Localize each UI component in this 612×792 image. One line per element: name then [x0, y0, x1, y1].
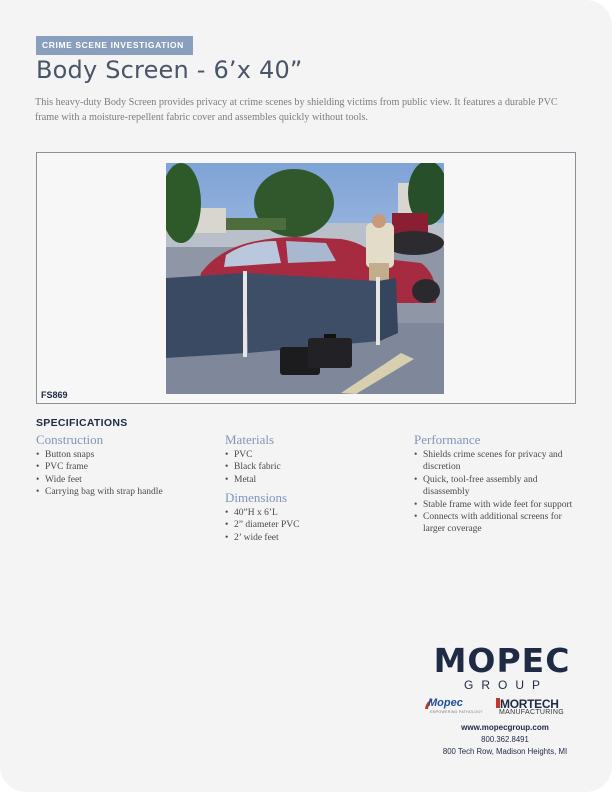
list-item: • Quick, tool-free assembly and disassembly [414, 474, 574, 499]
list-item: • PVC frame [36, 461, 216, 473]
performance-column [414, 432, 574, 536]
product-sku: FS869 [41, 390, 68, 400]
list-item: • Wide feet [36, 474, 216, 486]
sub-brand-logos [424, 697, 582, 719]
product-photo-frame [36, 152, 576, 404]
construction-column [36, 432, 216, 499]
list-item: • Carrying bag with strap handle [36, 486, 216, 498]
materials-heading: Materials [225, 432, 275, 447]
construction-heading: Construction [36, 432, 104, 447]
list-item: • 40”H x 6’L [225, 507, 395, 519]
mortech-sub-text: MANUFACTURING [499, 709, 564, 716]
list-item: • Button snaps [36, 449, 216, 461]
address: 800 Tech Row, Madison Heights, MI [442, 747, 568, 756]
product-photo [166, 163, 444, 394]
list-item: • Stable frame with wide feet for support [414, 499, 574, 511]
intro-paragraph: This heavy-duty Body Screen provides privacy at crime scenes by shielding victims from public view. It features a durable PVC frame with a moisture-repellent fabric cover and assembles quickly without tools. [35, 97, 558, 123]
list-item: • Shields crime scenes for privacy and discretion [414, 449, 574, 474]
materials-column [225, 432, 395, 486]
list-item: • 2’ wide feet [225, 532, 395, 544]
mortech-logo: MORTECH [500, 697, 559, 711]
specifications-heading: SPECIFICATIONS [36, 417, 128, 429]
mopec-wordmark: MOPEC [433, 641, 571, 680]
performance-heading: Performance [414, 432, 481, 447]
page-title: Body Screen - 6’x 40” [36, 56, 303, 84]
list-item: • Black fabric [225, 461, 395, 473]
mopec-group-logo [424, 641, 580, 692]
phone-number: 800.362.8491 [481, 735, 529, 744]
dimensions-heading: Dimensions [225, 490, 288, 505]
website-link[interactable]: www.mopecgroup.com [461, 723, 549, 732]
mopec-sub-logo-tagline: EMPOWERING PATHOLOGY [430, 710, 483, 714]
category-tag: CRIME SCENE INVESTIGATION [36, 36, 193, 55]
list-item: • 2” diameter PVC [225, 519, 395, 531]
group-wordmark: GROUP [463, 678, 548, 692]
contact-block [410, 722, 600, 758]
list-item: • Metal [225, 474, 395, 486]
mopec-sub-logo: Mopec [428, 697, 463, 709]
list-item: • PVC [225, 449, 395, 461]
list-item: • Connects with additional screens for larger coverage [414, 511, 574, 536]
dimensions-column [225, 490, 395, 544]
